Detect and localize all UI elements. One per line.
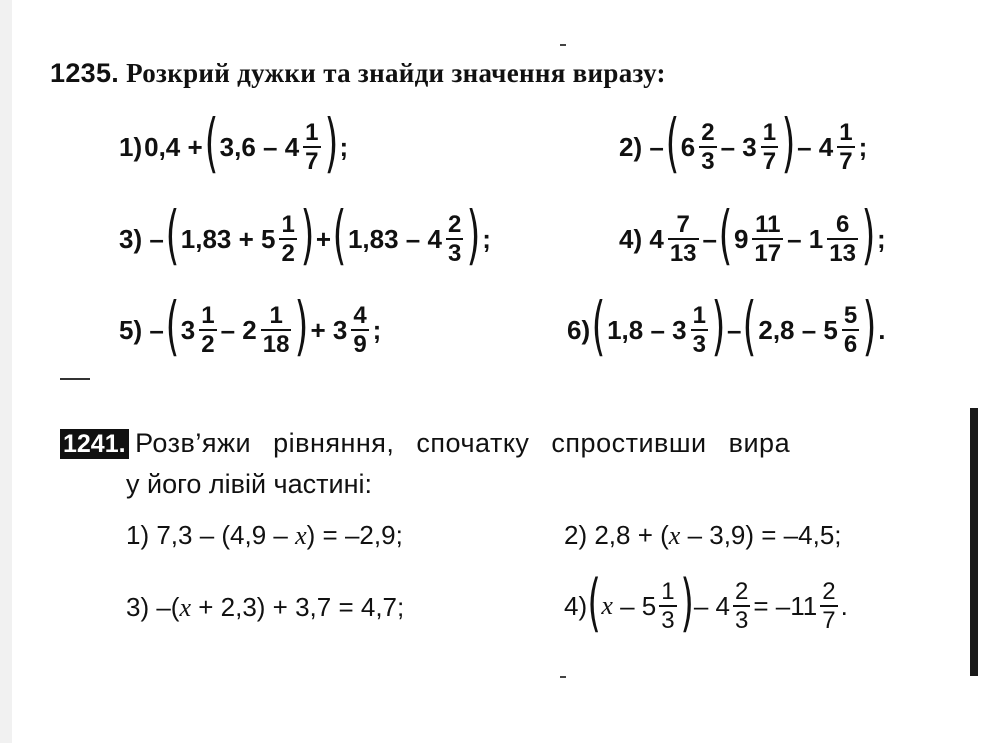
equation-left: 2) 2,8 + (	[564, 520, 669, 550]
term: 6	[680, 131, 696, 162]
operator: –	[702, 223, 717, 254]
denominator: 7	[762, 148, 777, 175]
right-paren: )	[861, 199, 876, 273]
right-paren: )	[466, 199, 481, 273]
item-label: 3) –	[119, 223, 164, 254]
denominator: 13	[829, 240, 856, 267]
numerator: 1	[305, 119, 319, 146]
equation-3	[126, 592, 404, 623]
fraction	[659, 578, 676, 634]
equation-4	[564, 566, 848, 639]
equation-left: 1) 7,3 – (4,9 –	[126, 520, 288, 550]
denominator: 7	[839, 148, 853, 175]
left-paren: (	[591, 290, 606, 364]
term: – 1	[787, 223, 824, 254]
expression-3	[118, 199, 492, 273]
problem-title: Розкрий дужки та знайди значення виразу:	[126, 58, 666, 88]
term: 1,83 – 4	[347, 223, 442, 254]
fraction	[752, 211, 783, 267]
numerator: 1	[692, 302, 706, 329]
numerator: 11	[755, 211, 781, 238]
numerator: 1	[661, 578, 675, 605]
terminator: ;	[876, 223, 886, 254]
scan-dash	[60, 378, 90, 380]
left-paren: (	[165, 290, 180, 364]
fraction	[691, 302, 708, 358]
left-paren: (	[718, 199, 733, 273]
equation-2	[564, 520, 842, 551]
item-label: 5) –	[119, 314, 164, 345]
page-left-margin	[0, 0, 12, 743]
fraction	[261, 302, 292, 358]
operator: –	[726, 314, 742, 345]
fraction	[837, 119, 854, 175]
numerator: 1	[201, 302, 215, 329]
problem-number-badge: 1241.	[60, 429, 129, 459]
denominator: 7	[822, 607, 836, 634]
equation-right: – 3,9) = –4,5;	[687, 520, 842, 550]
left-paren: (	[587, 566, 601, 639]
denominator: 2	[281, 240, 295, 267]
term: – 4	[693, 590, 730, 621]
term: 1,83 + 5	[180, 223, 276, 254]
term: = –11	[753, 590, 818, 621]
item-label: 4) 4	[619, 223, 664, 254]
terminator: ;	[858, 131, 868, 162]
equation-right: + 2,3) + 3,7 = 4,7;	[198, 592, 405, 622]
left-paren: (	[665, 107, 680, 181]
terminator: .	[878, 314, 886, 345]
scan-mark	[560, 44, 566, 46]
right-paren: )	[300, 199, 315, 273]
numerator: 1	[762, 119, 777, 146]
variable: x	[179, 592, 192, 622]
fraction	[303, 119, 320, 175]
right-paren: )	[862, 290, 877, 364]
numerator: 2	[701, 119, 715, 146]
problem-title: Розв’яжи рівняння, спочатку спростивши вира	[135, 428, 791, 458]
operator: +	[315, 223, 331, 254]
fraction	[733, 578, 750, 634]
denominator: 17	[754, 240, 782, 267]
denominator: 18	[262, 331, 290, 358]
right-paren: )	[680, 566, 694, 639]
denominator: 3	[661, 607, 675, 634]
numerator: 4	[353, 302, 367, 329]
denominator: 9	[353, 331, 367, 358]
right-paren: )	[711, 290, 726, 364]
expression-4	[618, 199, 887, 273]
term: – 2	[220, 314, 257, 345]
term: – 5	[620, 590, 657, 621]
item-label: 4)	[564, 590, 588, 621]
problem-1235-heading	[50, 58, 666, 89]
problem-1241-heading	[60, 428, 790, 459]
problem-title-continued: у його лівій частині:	[126, 469, 372, 499]
fraction	[699, 119, 716, 175]
equation-left: 3) –(	[126, 592, 180, 622]
problem-number: 1235.	[50, 58, 120, 88]
page-edge-rule	[970, 408, 978, 676]
equation-right: ) = –2,9;	[306, 520, 403, 550]
variable: x	[668, 520, 681, 550]
right-paren: )	[324, 107, 338, 181]
fraction	[351, 302, 368, 358]
numerator: 2	[822, 578, 836, 605]
terminator: ;	[339, 131, 349, 162]
fraction	[842, 302, 859, 358]
expression-6	[566, 290, 886, 364]
expression-5	[118, 290, 382, 364]
numerator: 2	[734, 578, 749, 605]
term: 3,6 – 4	[219, 131, 300, 162]
terminator: .	[840, 590, 848, 621]
numerator: 5	[843, 302, 858, 329]
term: 1,8 – 3	[607, 314, 687, 345]
item-label: 6)	[567, 314, 591, 345]
variable: x	[295, 520, 307, 550]
fraction	[827, 211, 858, 267]
expression-2	[618, 107, 868, 181]
fraction	[668, 211, 699, 267]
numerator: 1	[281, 211, 295, 238]
terminator: ;	[372, 314, 382, 345]
scan-mark	[560, 676, 566, 678]
denominator: 3	[734, 607, 749, 634]
expression-1	[118, 107, 349, 181]
denominator: 3	[692, 331, 706, 358]
term: 9	[733, 223, 749, 254]
denominator: 13	[669, 240, 697, 267]
denominator: 2	[201, 331, 215, 358]
right-paren: )	[781, 107, 796, 181]
denominator: 6	[843, 331, 858, 358]
term: – 4	[797, 131, 834, 162]
right-paren: )	[295, 290, 309, 364]
left-paren: (	[332, 199, 347, 273]
fraction	[446, 211, 463, 267]
left-paren: (	[165, 199, 180, 273]
variable: x	[601, 591, 613, 620]
term: – 3	[720, 131, 757, 162]
numerator: 2	[447, 211, 462, 238]
item-label: 1)	[119, 131, 143, 162]
equation-1	[126, 520, 403, 551]
denominator: 3	[447, 240, 462, 267]
fraction	[820, 578, 837, 634]
denominator: 7	[305, 148, 319, 175]
denominator: 3	[701, 148, 715, 175]
numerator: 7	[676, 211, 690, 238]
term: + 3	[310, 314, 348, 345]
item-label: 2) –	[619, 131, 664, 162]
left-paren: (	[743, 290, 757, 364]
fraction	[279, 211, 296, 267]
term: 0,4 +	[144, 131, 203, 162]
fraction	[761, 119, 778, 175]
term: 3	[180, 314, 196, 345]
left-paren: (	[204, 107, 219, 181]
numerator: 6	[835, 211, 850, 238]
term: 2,8 – 5	[758, 314, 838, 345]
numerator: 1	[839, 119, 853, 146]
terminator: ;	[482, 223, 491, 254]
fraction	[199, 302, 216, 358]
numerator: 1	[269, 302, 283, 329]
